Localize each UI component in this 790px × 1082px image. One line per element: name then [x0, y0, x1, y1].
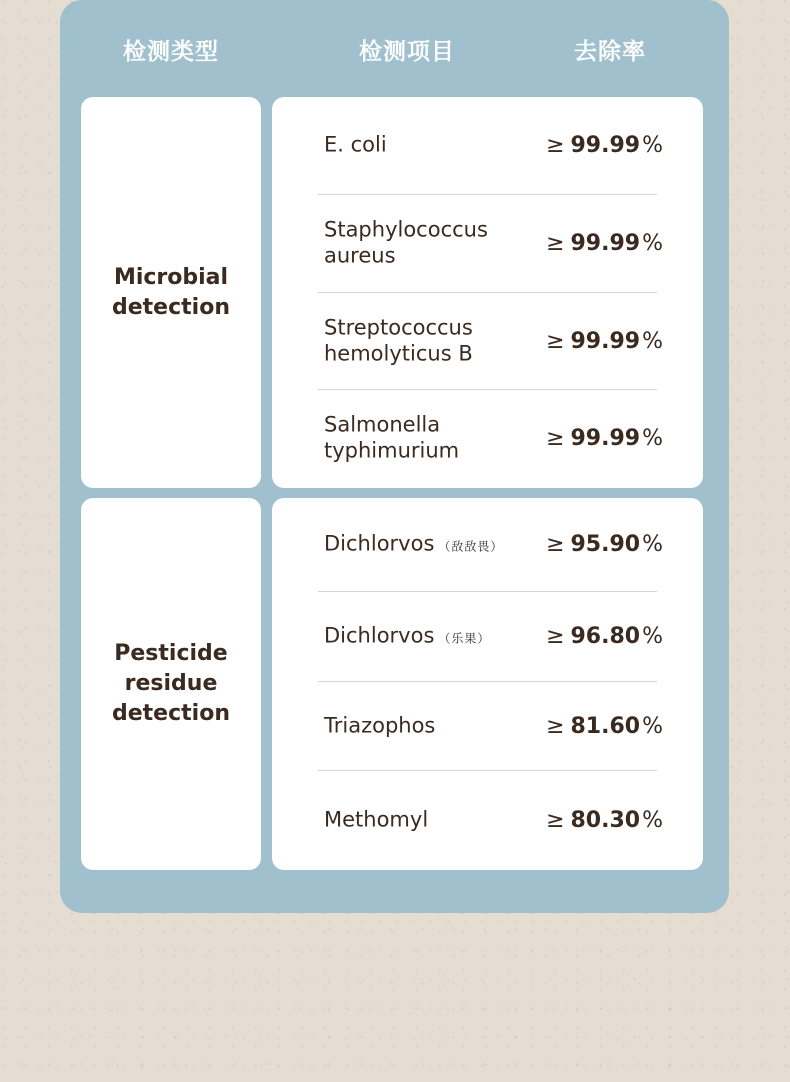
item-name: Dichlorvos （乐果）	[324, 623, 491, 648]
item-name: Staphylococcus aureus	[324, 217, 488, 268]
microbial-items-card	[272, 97, 703, 488]
table-row	[272, 293, 703, 390]
table-row	[272, 97, 703, 195]
removal-rate: ≥ 99.99%	[546, 231, 663, 256]
removal-rate: ≥ 81.60%	[546, 713, 663, 739]
table-row	[272, 771, 703, 870]
table-row	[272, 195, 703, 293]
removal-rate-table	[60, 0, 729, 913]
table-row	[272, 682, 703, 771]
removal-rate: ≥ 95.90%	[546, 532, 663, 557]
pesticide-type-card	[81, 498, 261, 870]
microbial-type-card	[81, 97, 261, 488]
type-label-pesticide: Pesticide residue detection	[112, 641, 230, 726]
table-row	[272, 390, 703, 488]
header-detection-type: 检测类型	[123, 39, 219, 65]
removal-rate: ≥ 96.80%	[546, 624, 663, 649]
table-row	[272, 592, 703, 682]
item-name: Methomyl	[324, 807, 429, 831]
type-label-microbial: Microbial detection	[112, 264, 230, 320]
table-header	[60, 0, 729, 97]
removal-rate: ≥ 99.99%	[546, 426, 663, 451]
header-removal-rate: 去除率	[574, 39, 646, 65]
pesticide-items-card	[272, 498, 703, 870]
item-name: Triazophos	[324, 713, 436, 737]
removal-rate: ≥ 80.30%	[546, 807, 663, 833]
removal-rate: ≥ 99.99%	[546, 328, 663, 354]
item-name: E. coli	[324, 132, 387, 157]
header-detection-item: 检测项目	[359, 39, 455, 65]
item-name: Salmonella typhimurium	[324, 412, 460, 463]
table-row	[272, 498, 703, 592]
item-name: Streptococcus hemolyticus B	[324, 315, 473, 365]
item-name: Dichlorvos （敌敌畏）	[324, 531, 504, 556]
removal-rate: ≥ 99.99%	[546, 133, 663, 158]
